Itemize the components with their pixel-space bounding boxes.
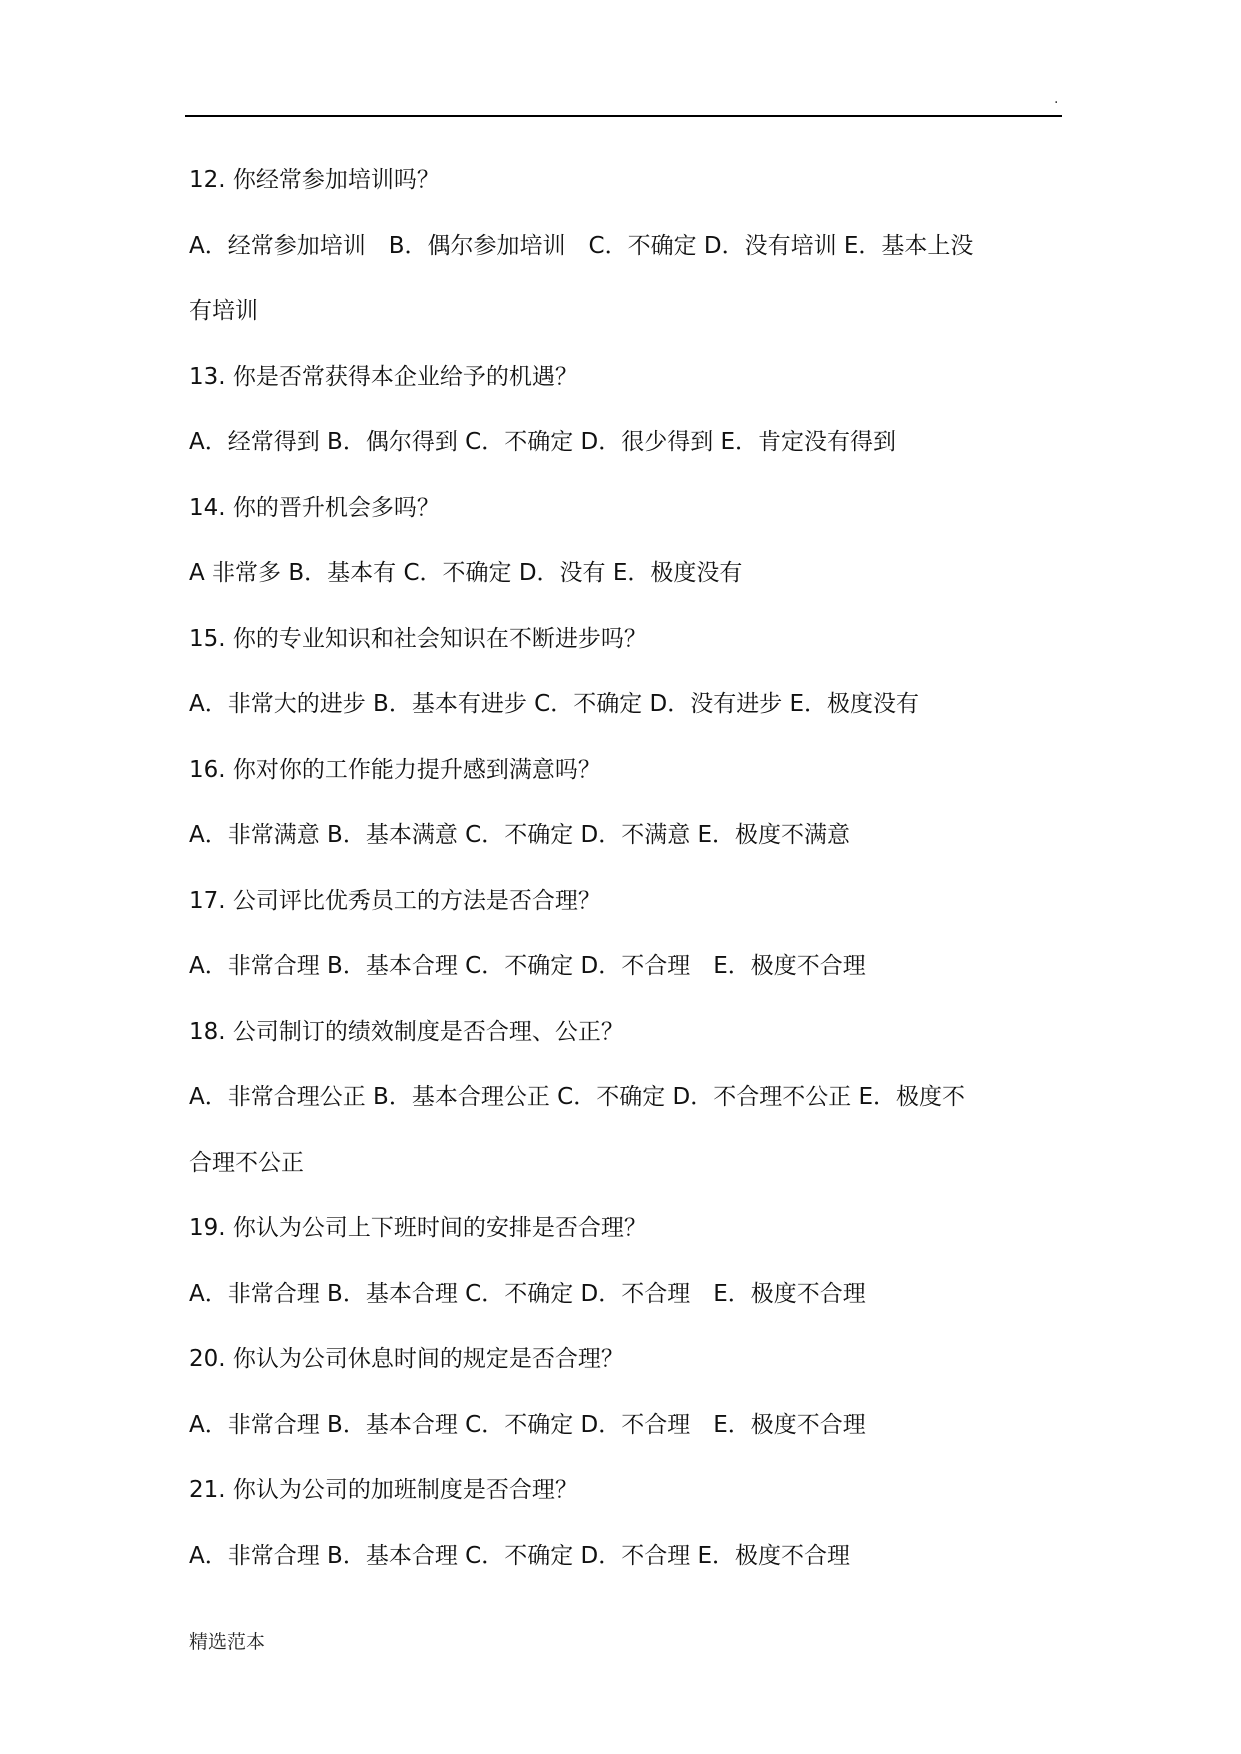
question-18: 18. 公司制订的绩效制度是否合理、公正？ (189, 1018, 624, 1045)
document-body (189, 148, 1069, 1589)
options-16: A．非常满意 B．基本满意 C．不确定 D．不满意 E．极度不满意 (189, 822, 851, 848)
options-18: A．非常合理公正 B．基本合理公正 C．不确定 D．不合理不公正 E．极度不 (189, 1084, 966, 1110)
question-14: 14. 你的晋升机会多吗？ (189, 494, 440, 521)
options-18-continued: 合理不公正 (189, 1149, 304, 1176)
options-14: A 非常多 B．基本有 C．不确定 D．没有 E．极度没有 (189, 560, 743, 586)
question-12: 12. 你经常参加培训吗？ (189, 167, 440, 193)
options-13: A．经常得到 B．偶尔得到 C．不确定 D．很少得到 E．肯定没有得到 (189, 429, 897, 455)
question-17: 17. 公司评比优秀员工的方法是否合理？ (189, 887, 601, 914)
options-19: A．非常合理 B．基本合理 C．不确定 D．不合理 E．极度不合理 (189, 1280, 866, 1307)
page-footer: 精选范本 (189, 1631, 266, 1653)
options-15: A．非常大的进步 B．基本有进步 C．不确定 D．没有进步 E．极度没有 (189, 691, 920, 717)
header-rule (185, 115, 1062, 117)
options-12-continued: 有培训 (189, 298, 258, 324)
question-19: 19. 你认为公司上下班时间的安排是否合理？ (189, 1215, 647, 1241)
header-mark: . (1054, 91, 1059, 107)
question-13: 13. 你是否常获得本企业给予的机遇？ (189, 363, 578, 390)
options-12: A．经常参加培训 B．偶尔参加培训 C．不确定 D．没有培训 E．基本上没 (189, 232, 974, 259)
question-16: 16. 你对你的工作能力提升感到满意吗？ (189, 756, 601, 783)
options-20: A．非常合理 B．基本合理 C．不确定 D．不合理 E．极度不合理 (189, 1411, 866, 1438)
question-20: 20. 你认为公司休息时间的规定是否合理？ (189, 1346, 624, 1372)
options-17: A．非常合理 B．基本合理 C．不确定 D．不合理 E．极度不合理 (189, 953, 866, 979)
question-21: 21. 你认为公司的加班制度是否合理？ (189, 1477, 578, 1503)
question-15: 15. 你的专业知识和社会知识在不断进步吗？ (189, 625, 647, 652)
options-21: A．非常合理 B．基本合理 C．不确定 D．不合理 E．极度不合理 (189, 1542, 851, 1569)
